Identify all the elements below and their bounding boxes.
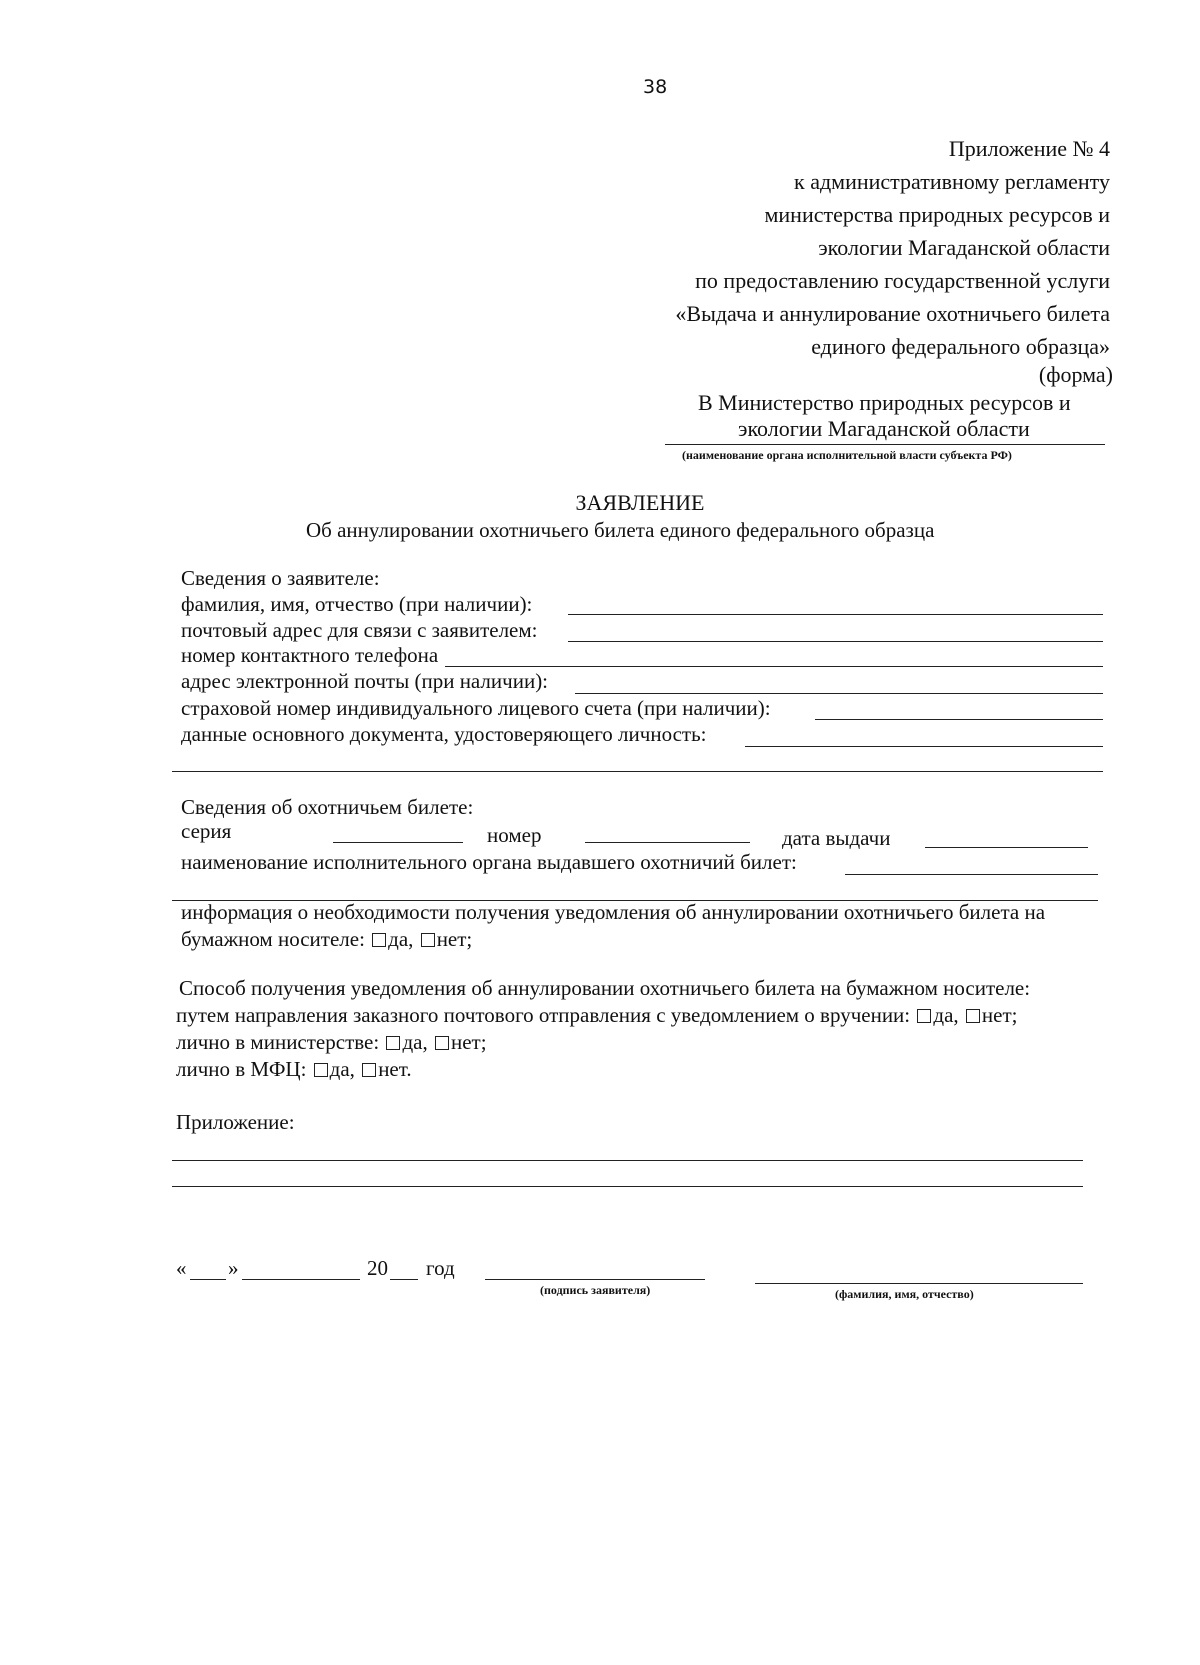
appendix-line: Приложение № 4 — [948, 136, 1110, 161]
date-year-field[interactable] — [390, 1279, 418, 1280]
notice-need-line-1: информация о необходимости получения уведомления об аннулировании охотничьего билета на — [181, 900, 1046, 924]
delivery-option-mfc — [176, 1057, 412, 1082]
field-label-postal-address: почтовый адрес для связи с заявителем: — [181, 618, 538, 642]
appendix-line: к административному регламенту — [794, 169, 1110, 194]
appendix-line: «Выдача и аннулирование охотничьего билета — [675, 301, 1110, 326]
notice-yes-label: да, — [388, 927, 414, 951]
appendix-line: министерства природных ресурсов и — [764, 202, 1110, 227]
field-label-email: адрес электронной почты (при наличии): — [181, 669, 549, 693]
delivery-heading: Способ получения уведомления об аннулировании охотничьего билета на бумажном носителе: — [179, 976, 1031, 1000]
date-close-quote: » — [228, 1256, 239, 1280]
notice-no-label: нет; — [436, 927, 473, 951]
recipient-line-2: экологии Магаданской области — [738, 416, 1030, 441]
ticket-section-label: Сведения об охотничьем билете: — [181, 795, 474, 819]
ticket-authority-field[interactable] — [845, 874, 1098, 875]
identity-document-field-continued[interactable] — [172, 771, 1103, 772]
applicant-section-label: Сведения о заявителе: — [181, 566, 380, 590]
delivery-post-yes-checkbox[interactable] — [917, 1009, 931, 1023]
statement-title: ЗАЯВЛЕНИЕ — [575, 490, 705, 515]
appendix-block — [560, 132, 1110, 363]
notice-no-checkbox[interactable] — [421, 933, 435, 947]
ticket-number-field[interactable] — [585, 842, 750, 843]
signature-field[interactable] — [485, 1279, 705, 1280]
delivery-ministry-yes-checkbox[interactable] — [386, 1036, 400, 1050]
signature-caption: (подпись заявителя) — [540, 1283, 651, 1297]
ticket-series-label: серия — [181, 819, 232, 843]
form-label: (форма) — [1038, 362, 1113, 387]
delivery-option-label: лично в МФЦ: — [176, 1057, 307, 1081]
delivery-option-label: путем направления заказного почтового отправления с уведомлением о вручении: — [176, 1003, 911, 1027]
field-label-phone: номер контактного телефона — [181, 643, 439, 667]
applicant-name-caption: (фамилия, имя, отчество) — [835, 1287, 974, 1301]
field-label-snils: страховой номер индивидуального лицевого счета (при наличии): — [181, 696, 771, 720]
snils-field[interactable] — [815, 719, 1103, 720]
notice-need-prefix: бумажном носителе: — [181, 927, 365, 951]
recipient-caption: (наименование органа исполнительной власти субъекта РФ) — [682, 448, 1012, 462]
field-label-full-name: фамилия, имя, отчество (при наличии): — [181, 592, 533, 616]
appendix-line: по предоставлению государственной услуги — [695, 268, 1110, 293]
date-month-field[interactable] — [242, 1279, 360, 1280]
appendix-line: единого федерального образца» — [811, 334, 1110, 359]
delivery-yes-label: да, — [402, 1030, 428, 1054]
ticket-number-label: номер — [487, 823, 542, 847]
delivery-post-no-checkbox[interactable] — [966, 1009, 980, 1023]
postal-address-field[interactable] — [568, 641, 1103, 642]
ticket-series-field[interactable] — [333, 842, 463, 843]
attachment-field-2[interactable] — [172, 1186, 1083, 1187]
full-name-field[interactable] — [568, 614, 1103, 615]
delivery-mfc-yes-checkbox[interactable] — [314, 1063, 328, 1077]
delivery-no-label: нет; — [450, 1030, 487, 1054]
delivery-option-label: лично в министерстве: — [176, 1030, 380, 1054]
email-field[interactable] — [575, 693, 1103, 694]
applicant-name-field[interactable] — [755, 1283, 1083, 1284]
appendix-line: экологии Магаданской области — [818, 235, 1110, 260]
phone-field[interactable] — [445, 666, 1103, 667]
notice-need-line-2 — [181, 927, 472, 952]
delivery-mfc-no-checkbox[interactable] — [362, 1063, 376, 1077]
identity-document-field[interactable] — [745, 746, 1103, 747]
date-day-field[interactable] — [190, 1279, 226, 1280]
delivery-no-label: нет; — [981, 1003, 1018, 1027]
date-open-quote: « — [176, 1256, 187, 1280]
recipient-line-1: В Министерство природных ресурсов и — [698, 390, 1071, 415]
field-label-identity-document: данные основного документа, удостоверяющего личность: — [181, 722, 707, 746]
delivery-ministry-no-checkbox[interactable] — [435, 1036, 449, 1050]
ticket-date-label: дата выдачи — [782, 826, 891, 850]
ticket-authority-label: наименование исполнительного органа выдавшего охотничий билет: — [181, 850, 797, 874]
attachment-label: Приложение: — [176, 1110, 295, 1134]
ticket-date-field[interactable] — [925, 847, 1088, 848]
delivery-yes-label: да, — [933, 1003, 959, 1027]
recipient-underline — [665, 444, 1105, 445]
attachment-field-1[interactable] — [172, 1160, 1083, 1161]
notice-yes-checkbox[interactable] — [372, 933, 386, 947]
delivery-option-post — [176, 1003, 1017, 1028]
date-year-prefix: 20 — [367, 1256, 388, 1280]
statement-subtitle: Об аннулировании охотничьего билета единого федерального образца — [306, 518, 935, 542]
delivery-yes-label: да, — [329, 1057, 355, 1081]
page-number: 38 — [643, 76, 668, 98]
delivery-no-label: нет. — [378, 1057, 412, 1081]
date-year-suffix: год — [426, 1256, 455, 1280]
delivery-option-ministry — [176, 1030, 487, 1055]
